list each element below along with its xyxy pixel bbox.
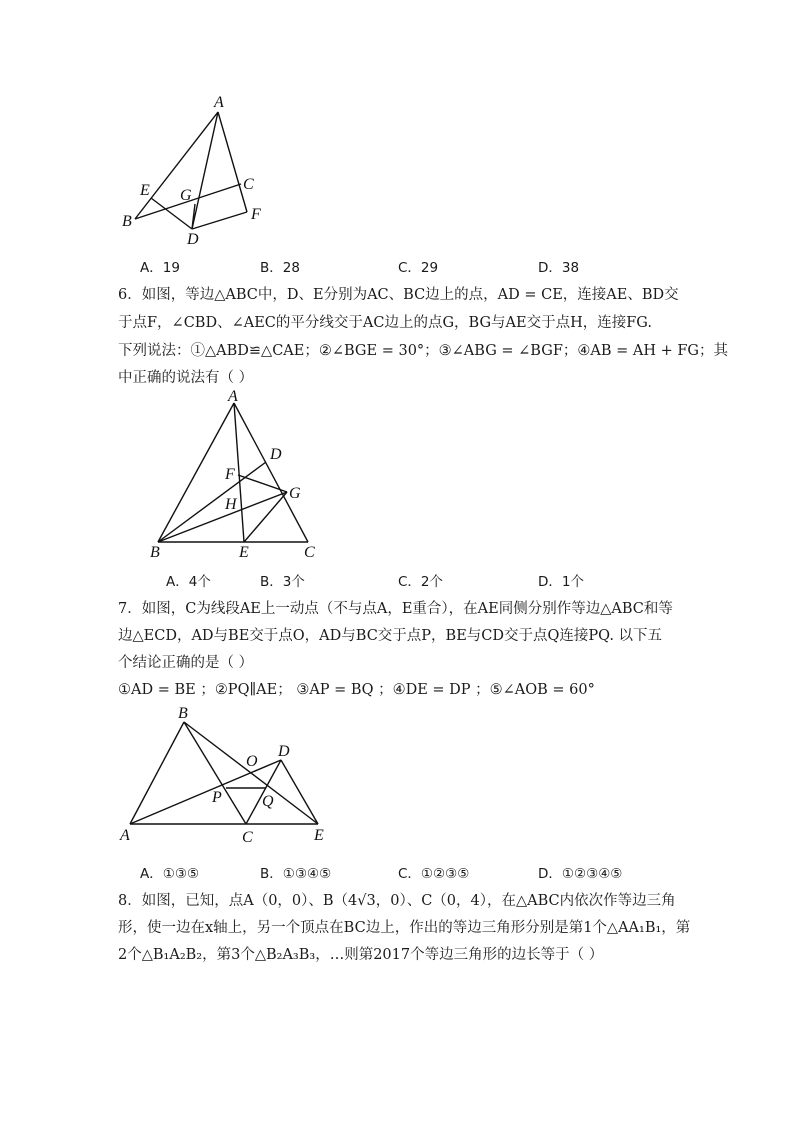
q6-label-H: H [225,496,237,513]
q7-label-C: C [242,829,253,846]
q7-label-D: D [278,743,290,760]
q7-option-d[interactable]: D．①②③④⑤ [538,866,623,882]
q6-figure [140,385,340,560]
q7-seg-BC [184,722,246,824]
q7-text-line4: ①AD = BE ；②PQ∥AE； ③AP = BQ ；④DE = DP ；⑤∠AOB = 60° [118,682,595,698]
q5-seg-AF [218,112,247,212]
q6-label-F: F [225,466,235,483]
q7-text-line1: 7．如图，C为线段AE上一动点（不与点A，E重合），在AE同侧分别作等边△ABC和等 [118,601,673,617]
q6-text-line3: 下列说法：①△ABD≌△CAE；②∠BGE = 30°；③∠ABG = ∠BGF；④AB = AH + FG；其 [118,343,728,359]
q6-option-b[interactable]: B．3个 [260,574,305,590]
q5-option-a[interactable]: A．19 [140,260,180,276]
q5-label-F: F [251,206,261,223]
q5-label-G: G [180,187,192,204]
q6-label-G: G [289,485,301,502]
q7-label-B: B [178,705,188,722]
q5-option-b[interactable]: B．28 [260,260,300,276]
q7-seg-BE [184,722,318,824]
q5-label-E: E [140,182,150,199]
q5-label-C: C [243,176,254,193]
q7-label-Q: Q [262,793,274,810]
q7-seg-AB [130,722,184,824]
q6-seg-AB [158,403,234,542]
q6-label-A: A [228,388,238,405]
q7-text-line2: 边△ECD，AD与BE交于点O，AD与BC交于点P，BE与CD交于点Q连接PQ. 以下五 [118,628,663,644]
q6-option-a[interactable]: A．4个 [166,574,211,590]
q7-label-P: P [212,789,222,806]
q5-label-A: A [214,94,224,111]
q5-label-D: D [187,231,199,248]
q6-seg-BD [158,462,266,542]
q8-text-line3: 2个△B₁A₂B₂，第3个△B₂A₃B₃，…则第2017个等边三角形的边长等于（ ） [118,947,604,963]
q5-figure [115,92,275,252]
q7-option-c[interactable]: C．①②③⑤ [398,866,470,882]
q6-seg-AC [234,403,308,542]
q6-option-d[interactable]: D．1个 [538,574,584,590]
q7-label-O: O [246,753,258,770]
q8-text-line2: 形，使一边在x轴上，另一个顶点在BC边上，作出的等边三角形分别是第1个△AA₁B₁，第 [118,920,691,936]
q8-text-line1: 8．如图，已知，点A（0，0）、B（4√3，0）、C（0，4），在△ABC内依次作等边三角 [118,893,676,909]
q6-seg-AE [234,403,244,542]
q6-option-c[interactable]: C．2个 [398,574,444,590]
q5-seg-DF [192,212,247,229]
q6-seg-FG [238,475,287,492]
q6-text-line2: 于点F，∠CBD、∠AEC的平分线交于AC边上的点G，BG与AE交于点H，连接FG. [118,315,652,331]
q6-seg-BG [158,492,287,542]
q7-figure [118,700,348,850]
q6-label-E: E [239,544,249,560]
q6-text-line4: 中正确的说法有（ ） [118,370,254,386]
q7-text-line3: 个结论正确的是（ ） [118,655,254,671]
q6-label-C: C [304,544,315,560]
q7-label-A: A [120,827,130,844]
q5-label-B: B [122,213,132,230]
q6-label-B: B [150,544,160,560]
q7-seg-AD [130,760,281,824]
q7-option-b[interactable]: B．①③④⑤ [260,866,332,882]
q7-seg-DE [281,760,318,824]
q6-label-D: D [270,446,282,463]
q7-label-E: E [314,827,324,844]
q5-option-d[interactable]: D．38 [538,260,580,276]
q6-seg-EG [244,492,287,542]
q6-text-line1: 6．如图，等边△ABC中，D、E分别为AC、BC边上的点，AD = CE，连接AE、BD交 [118,287,679,303]
q7-option-a[interactable]: A．①③⑤ [140,866,200,882]
q5-option-c[interactable]: C．29 [398,260,439,276]
